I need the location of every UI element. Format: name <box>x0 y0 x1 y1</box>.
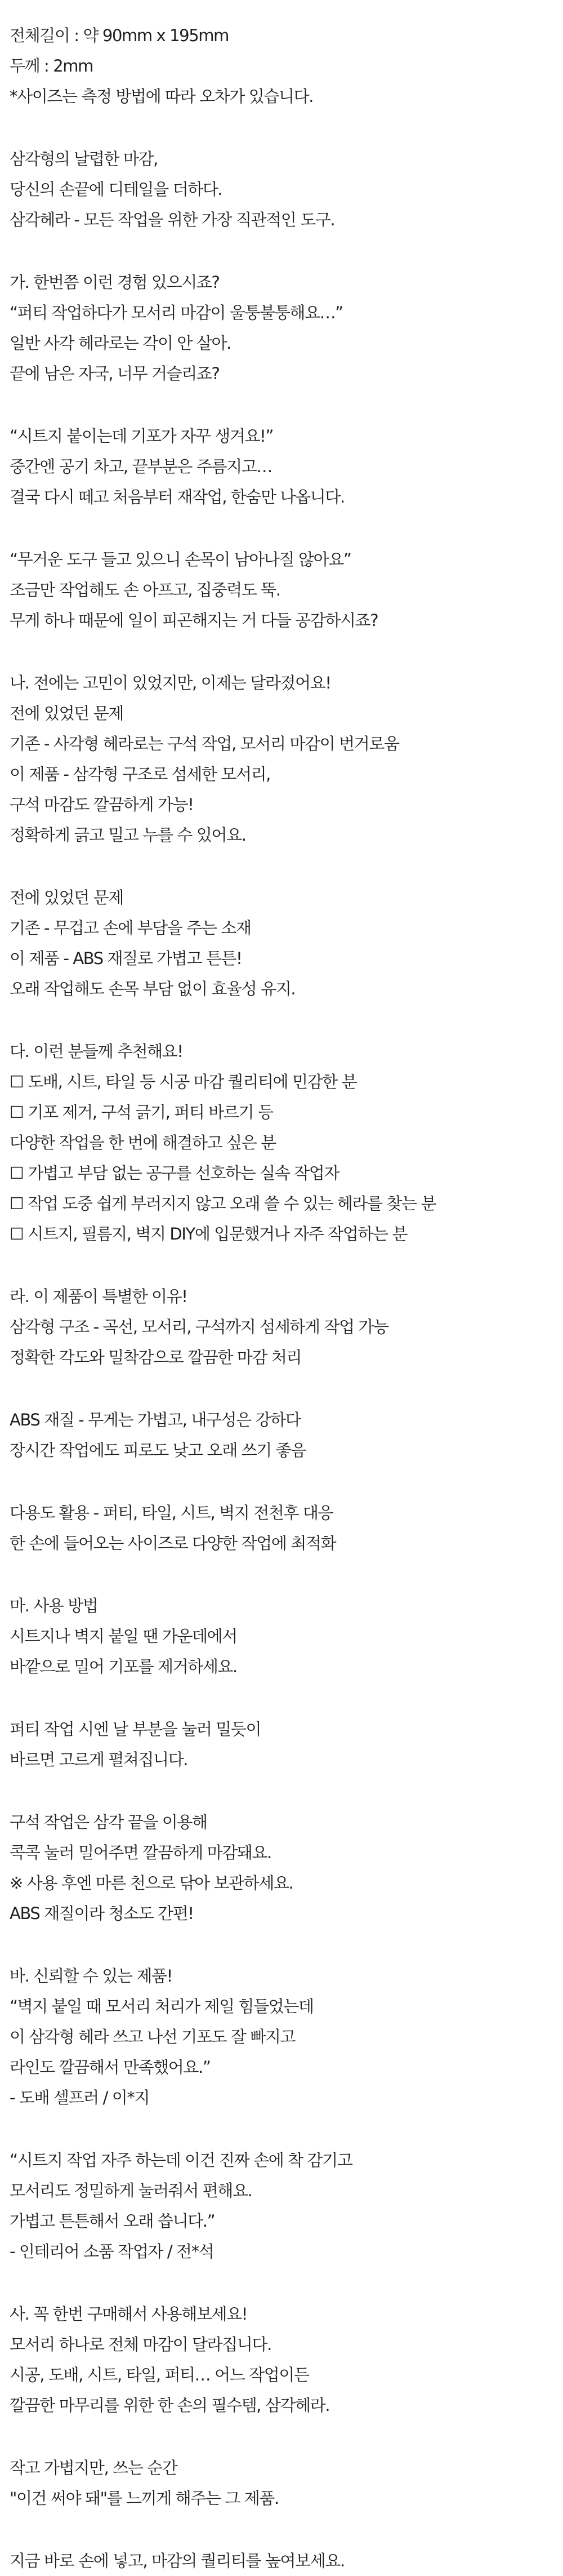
text-section <box>10 20 563 112</box>
text-line: “무거운 도구 들고 있으니 손목이 남아나질 않아요” <box>10 550 351 569</box>
text-section <box>10 1281 563 1373</box>
text-line: 작고 가볍지만, 쓰는 순간 <box>10 2458 177 2477</box>
text-line: 가볍고 튼튼해서 오래 씁니다.” <box>10 2211 215 2231</box>
text-section <box>10 1036 563 1249</box>
text-section <box>10 1591 563 1682</box>
text-line: 모서리 하나로 전체 마감이 달라집니다. <box>10 2335 271 2354</box>
text-line: 구석 작업은 삼각 끝을 이용해 <box>10 1813 207 1832</box>
text-section <box>10 1807 563 1929</box>
text-line: 당신의 손끝에 디테일을 더하다. <box>10 180 222 199</box>
text-line: 기존 - 무겁고 손에 부담을 주는 소재 <box>10 918 251 938</box>
text-line: 시공, 도배, 시트, 타일, 퍼티… 어느 작업이든 <box>10 2365 309 2384</box>
text-line: 장시간 작업에도 피로도 낮고 오래 쓰기 좋음 <box>10 1441 306 1460</box>
text-line: “벽지 붙일 때 모서리 처리가 제일 힘들었는데 <box>10 1997 314 2016</box>
text-line: 모서리도 정밀하게 눌러줘서 편해요. <box>10 2181 252 2200</box>
text-line: “시트지 작업 자주 하는데 이건 진짜 손에 착 감기고 <box>10 2151 352 2170</box>
text-line: 구석 마감도 깔끔하게 가능! <box>10 795 194 814</box>
text-section <box>10 2299 563 2420</box>
text-line: 바깥으로 밀어 기포를 제거하세요. <box>10 1657 237 1676</box>
text-line: 중간엔 공기 차고, 끝부분은 주름지고… <box>10 457 272 476</box>
text-section <box>10 2453 563 2513</box>
text-line: 전에 있었던 문제 <box>10 888 123 907</box>
text-line: 바르면 고르게 펼쳐집니다. <box>10 1750 188 1769</box>
text-line: 다. 이런 분들께 추천해요! <box>10 1042 183 1061</box>
text-line: 이 제품 - ABS 재질로 가볍고 튼튼! <box>10 949 242 968</box>
text-section <box>10 544 563 636</box>
text-line: 정확하게 긁고 밀고 누를 수 있어요. <box>10 825 246 845</box>
text-line: 지금 바로 손에 넣고, 마감의 퀄리티를 높여보세요. <box>10 2551 345 2570</box>
text-section <box>10 1961 563 2113</box>
text-line: *사이즈는 측정 방법에 따라 오차가 있습니다. <box>10 87 314 106</box>
text-line: 깔끔한 마무리를 위한 한 손의 필수템, 삼각헤라. <box>10 2396 330 2415</box>
text-section <box>10 2145 563 2267</box>
text-line: ☐ 작업 도중 쉽게 부러지지 않고 오래 쓸 수 있는 헤라를 찾는 분 <box>10 1194 436 1213</box>
text-line: 가. 한번쯤 이런 경험 있으시죠? <box>10 273 220 292</box>
text-line: “시트지 붙이는데 기포가 자꾸 생겨요!” <box>10 427 273 446</box>
text-line: ☐ 시트지, 필름지, 벽지 DIY에 입문했거나 자주 작업하는 분 <box>10 1224 408 1243</box>
text-section <box>10 1405 563 1465</box>
text-line: 기존 - 사각형 헤라로는 구석 작업, 모서리 마감이 번거로움 <box>10 734 399 753</box>
text-line: ☐ 가볍고 부담 없는 공구를 선호하는 실속 작업자 <box>10 1163 339 1183</box>
text-line: 퍼티 작업 시엔 날 부분을 눌러 밀듯이 <box>10 1720 261 1739</box>
text-line: 삼각형의 날렵한 마감, <box>10 149 158 168</box>
text-line: 이 삼각형 헤라 쓰고 나선 기포도 잘 빠지고 <box>10 2027 296 2046</box>
text-line: 마. 사용 방법 <box>10 1596 98 1615</box>
text-line: 일반 사각 헤라로는 각이 안 살아. <box>10 334 231 353</box>
text-section <box>10 1714 563 1775</box>
text-section <box>10 421 563 512</box>
text-line: 시트지나 벽지 붙일 땐 가운데에서 <box>10 1627 237 1646</box>
text-section <box>10 144 563 235</box>
text-line: “퍼티 작업하다가 모서리 마감이 울퉁불퉁해요…” <box>10 303 343 322</box>
text-line: 이 제품 - 삼각형 구조로 섬세한 모서리, <box>10 765 271 784</box>
text-section <box>10 2546 563 2576</box>
text-line: ☐ 기포 제거, 구석 긁기, 퍼티 바르기 등 <box>10 1103 273 1122</box>
text-line: 다양한 작업을 한 번에 해결하고 싶은 분 <box>10 1133 276 1152</box>
text-line: ☐ 도배, 시트, 타일 등 시공 마감 퀄리티에 민감한 분 <box>10 1072 357 1091</box>
text-line: ※ 사용 후엔 마른 천으로 닦아 보관하세요. <box>10 1873 293 1893</box>
text-section <box>10 882 563 1004</box>
text-line: 라인도 깔끔해서 만족했어요.” <box>10 2058 211 2077</box>
text-line: 전체길이 : 약 90mm x 195mm <box>10 26 229 45</box>
text-line: 라. 이 제품이 특별한 이유! <box>10 1287 187 1306</box>
text-line: 오래 작업해도 손목 부담 없이 효율성 유지. <box>10 979 296 998</box>
text-line: 두께 : 2mm <box>10 56 93 75</box>
text-line: - 도배 셀프러 / 이*지 <box>10 2088 150 2107</box>
text-line: 무게 하나 때문에 일이 피곤해지는 거 다들 공감하시죠? <box>10 611 378 630</box>
text-line: 바. 신뢰할 수 있는 제품! <box>10 1966 172 1986</box>
text-line: 삼각형 구조 - 곡선, 모서리, 구석까지 섬세하게 작업 가능 <box>10 1317 388 1336</box>
text-section <box>10 1498 563 1558</box>
text-line: 나. 전에는 고민이 있었지만, 이제는 달라졌어요! <box>10 673 331 692</box>
text-line: 사. 꼭 한번 구매해서 사용해보세요! <box>10 2304 247 2324</box>
text-section <box>10 267 563 389</box>
text-line: 조금만 작업해도 손 아프고, 집중력도 뚝. <box>10 580 280 599</box>
text-line: 다용도 활용 - 퍼티, 타일, 시트, 벽지 전천후 대응 <box>10 1503 333 1522</box>
text-line: 한 손에 들어오는 사이즈로 다양한 작업에 최적화 <box>10 1534 336 1553</box>
text-line: 정확한 각도와 밀착감으로 깔끔한 마감 처리 <box>10 1348 302 1367</box>
text-line: 결국 다시 떼고 처음부터 재작업, 한숨만 나옵니다. <box>10 487 345 507</box>
text-line: - 인테리어 소품 작업자 / 전*석 <box>10 2242 214 2261</box>
text-line: 삼각헤라 - 모든 작업을 위한 가장 직관적인 도구. <box>10 210 335 229</box>
text-line: 전에 있었던 문제 <box>10 704 123 723</box>
text-line: 끝에 남은 자국, 너무 거슬리죠? <box>10 364 220 383</box>
text-section <box>10 668 563 850</box>
text-line: ABS 재질이라 청소도 간편! <box>10 1904 194 1923</box>
text-line: ABS 재질 - 무게는 가볍고, 내구성은 강하다 <box>10 1410 301 1429</box>
text-line: 콕콕 눌러 밀어주면 깔끔하게 마감돼요. <box>10 1843 271 1862</box>
text-line: "이건 써야 돼"를 느끼게 해주는 그 제품. <box>10 2489 279 2508</box>
